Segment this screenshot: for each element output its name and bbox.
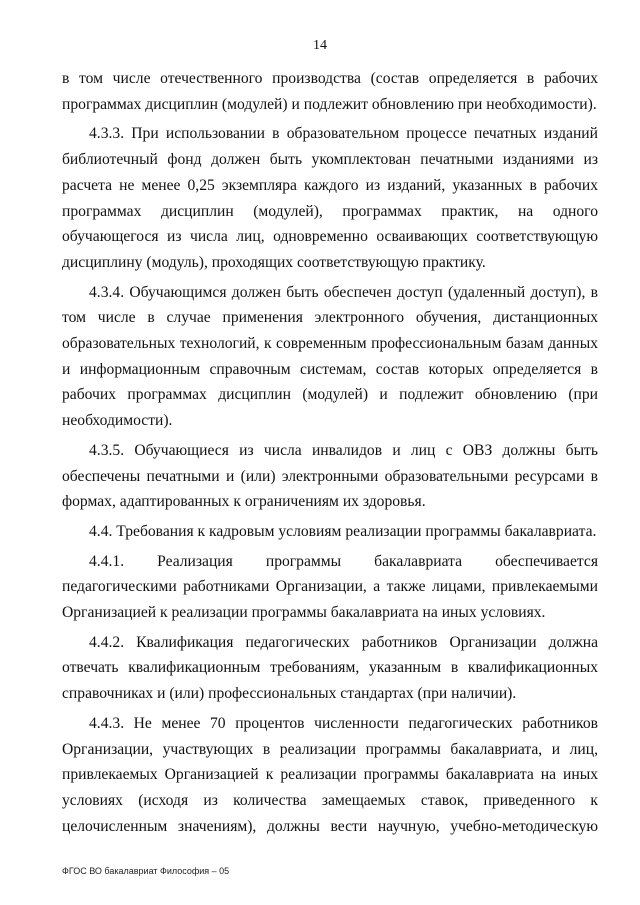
paragraph-4-3-5: 4.3.5. Обучающиеся из числа инвалидов и лиц с ОВЗ должны быть обеспечены печатными и (или) электронными образовательными ресурсами в формах, адаптированных к ограничениям их здоровья.: [62, 441, 598, 511]
paragraph-continuation: в том числе отечественного производства (состав определяется в рабочих программах дисциплин (модулей) и подлежит обновлению при необходимости).: [62, 70, 598, 113]
paragraph-4-4-3: 4.4.3. Не менее 70 процентов численности педагогических работников Организации, участвующих в реализации программы бакалавриата, и лиц, привлекаемых Организацией к реализации программы бакалавриата на иных условиях (исходя из количества замещаемых ставок, приведенного к целочисленным значениям), должны вести научную, учебно-методическую: [62, 714, 598, 835]
paragraph-4-4-2: 4.4.2. Квалификация педагогических работников Организации должна отвечать квалификационным требованиям, указанным в квалификационных справочниках и (или) профессиональных стандартах (при наличии).: [62, 633, 598, 703]
document-body: [62, 66, 598, 839]
paragraph-4-3-4: 4.3.4. Обучающимся должен быть обеспечен доступ (удаленный доступ), в том числе в случае применения электронного обучения, дистанционных образовательных технологий, к современным профессиональным базам данных и информационным справочным системам, состав которых определяется в рабочих программах дисциплин (модулей) и подлежит обновлению (при необходимости).: [62, 283, 598, 430]
document-footer: ФГОС ВО бакалавриат Философия – 05: [62, 866, 230, 876]
page-number: 14: [313, 38, 327, 53]
paragraph-4-4-1: 4.4.1. Реализация программы бакалавриата обеспечивается педагогическими работниками Организации, а также лицами, привлекаемыми Организацией к реализации программы бакалавриата на иных условиях.: [62, 552, 598, 622]
section-heading-4-4: 4.4. Требования к кадровым условиям реализации программы бакалавриата.: [89, 522, 597, 540]
paragraph-4-3-3: 4.3.3. При использовании в образовательном процессе печатных изданий библиотечный фонд должен быть укомплектован печатными изданиями из расчета не менее 0,25 экземпляра каждого из изданий, указанных в рабочих программах дисциплин (модулей), программах практик, на одного обучающегося из числа лиц, одновременно осваивающих соответствующую дисциплину (модуль), проходящих соответствующую практику.: [62, 125, 598, 271]
